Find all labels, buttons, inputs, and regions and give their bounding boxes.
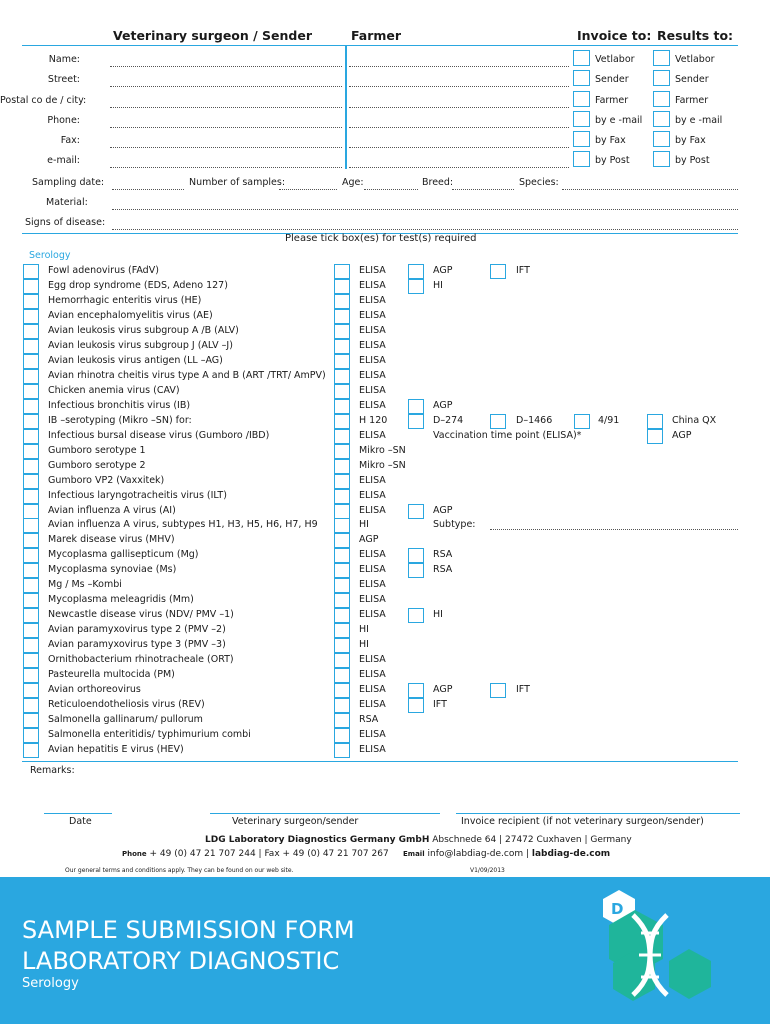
extra-checkbox[interactable] — [408, 683, 424, 698]
farmer-field[interactable] — [349, 107, 569, 108]
test-checkbox[interactable] — [23, 593, 39, 608]
test-name: Avian leukosis virus antigen (LL –AG) — [48, 355, 223, 366]
vet-field[interactable] — [110, 167, 342, 168]
extra-checkbox[interactable] — [490, 414, 506, 429]
test-checkbox[interactable] — [23, 339, 39, 354]
extra-label: Vaccination time point (ELISA)* — [433, 430, 582, 441]
test-name: Avian influenza A virus, subtypes H1, H3, H5, H6, H7, H9 — [48, 519, 318, 530]
vet-farmer-divider — [345, 46, 347, 169]
footer-band — [0, 877, 770, 1024]
results-checkbox[interactable] — [653, 131, 670, 147]
method-checkbox[interactable] — [334, 623, 350, 638]
test-name: Avian orthoreovirus — [48, 684, 141, 695]
test-name: IB –serotyping (Mikro –SN) for: — [48, 415, 192, 426]
test-method: ELISA — [359, 385, 386, 396]
test-name: Reticuloendotheliosis virus (REV) — [48, 699, 205, 710]
invoice-checkbox[interactable] — [573, 151, 590, 167]
method-checkbox[interactable] — [334, 384, 350, 399]
test-name: Avian encephalomyelitis virus (AE) — [48, 310, 213, 321]
results-checkbox[interactable] — [653, 91, 670, 107]
breed-field[interactable] — [452, 189, 514, 190]
farmer-field[interactable] — [349, 167, 569, 168]
method-checkbox[interactable] — [334, 504, 350, 519]
method-checkbox[interactable] — [334, 294, 350, 309]
extra-checkbox[interactable] — [408, 608, 424, 623]
test-method: ELISA — [359, 654, 386, 665]
method-checkbox[interactable] — [334, 489, 350, 504]
extra-label: Subtype: — [433, 519, 476, 530]
vet-field[interactable] — [110, 66, 342, 67]
test-method: RSA — [359, 714, 379, 725]
method-checkbox[interactable] — [334, 354, 350, 369]
method-checkbox[interactable] — [334, 698, 350, 713]
test-checkbox[interactable] — [23, 623, 39, 638]
footer-subtitle: Serology — [22, 976, 79, 991]
vet-field[interactable] — [110, 127, 342, 128]
extra-label: AGP — [672, 430, 692, 441]
test-method: ELISA — [359, 325, 386, 336]
test-method: ELISA — [359, 355, 386, 366]
vet-field[interactable] — [110, 147, 342, 148]
test-checkbox[interactable] — [23, 474, 39, 489]
test-method: ELISA — [359, 505, 386, 516]
results-option: by Post — [675, 155, 710, 166]
email-label: Email — [403, 850, 425, 858]
invoice-header: Invoice to: — [577, 28, 652, 43]
method-checkbox[interactable] — [334, 638, 350, 653]
method-checkbox[interactable] — [334, 653, 350, 668]
website-link[interactable]: labdiag-de.com — [531, 849, 611, 859]
phone-fax: + 49 (0) 47 21 707 244 | Fax + 49 (0) 47 21 707 267 — [149, 849, 389, 859]
test-name: Infectious bronchitis virus (IB) — [48, 400, 191, 411]
address-label: Postal co de / city: — [0, 95, 87, 106]
test-name: Salmonella gallinarum/ pullorum — [48, 714, 203, 725]
ldg-logo-icon — [575, 885, 725, 1015]
extra-checkbox[interactable] — [408, 399, 424, 414]
extra-checkbox[interactable] — [408, 264, 424, 279]
test-method: ELISA — [359, 370, 386, 381]
test-checkbox[interactable] — [23, 743, 39, 758]
test-method: ELISA — [359, 400, 386, 411]
test-name: Marek disease virus (MHV) — [48, 534, 175, 545]
test-name: Egg drop syndrome (EDS, Adeno 127) — [48, 280, 228, 291]
footer-title-1: SAMPLE SUBMISSION FORM — [22, 916, 355, 944]
results-option: by e -mail — [675, 115, 723, 126]
test-checkbox[interactable] — [23, 309, 39, 324]
method-checkbox[interactable] — [334, 474, 350, 489]
terms-note: Our general terms and conditions apply. They can be found on our web site. — [65, 867, 294, 874]
farmer-field[interactable] — [349, 127, 569, 128]
test-method: HI — [359, 519, 369, 530]
method-checkbox[interactable] — [334, 324, 350, 339]
header-divider — [22, 45, 738, 46]
test-checkbox[interactable] — [23, 608, 39, 623]
test-name: Infectious laryngotracheitis virus (ILT) — [48, 490, 227, 501]
test-method: ELISA — [359, 609, 386, 620]
company-name: LDG Laboratory Diagnostics Germany GmbH — [205, 835, 430, 845]
number-samples-label: Number of samples: — [189, 177, 286, 188]
test-checkbox[interactable] — [23, 459, 39, 474]
test-name: Mycoplasma meleagridis (Mm) — [48, 594, 194, 605]
method-checkbox[interactable] — [334, 429, 350, 444]
vet-field[interactable] — [110, 86, 342, 87]
test-name: Fowl adenovirus (FAdV) — [48, 265, 159, 276]
extra-checkbox[interactable] — [647, 414, 663, 429]
test-method: ELISA — [359, 310, 386, 321]
test-name: Avian hepatitis E virus (HEV) — [48, 744, 184, 755]
method-checkbox[interactable] — [334, 264, 350, 279]
invoice-option: by Fax — [595, 135, 626, 146]
extra-label: D–1466 — [516, 415, 553, 426]
test-method: Mikro –SN — [359, 460, 406, 471]
test-method: ELISA — [359, 699, 386, 710]
method-checkbox[interactable] — [334, 593, 350, 608]
test-checkbox[interactable] — [23, 444, 39, 459]
test-name: Avian rhinotra cheitis virus type A and B (ART /TRT/ AmPV) — [48, 370, 326, 381]
extra-checkbox[interactable] — [408, 279, 424, 294]
method-checkbox[interactable] — [334, 608, 350, 623]
test-checkbox[interactable] — [23, 713, 39, 728]
breed-label: Breed: — [422, 177, 454, 188]
extra-checkbox[interactable] — [408, 548, 424, 563]
vet-signature-line[interactable] — [210, 813, 440, 814]
test-method: ELISA — [359, 594, 386, 605]
extra-checkbox[interactable] — [490, 683, 506, 698]
extra-checkbox[interactable] — [647, 429, 663, 444]
invoice-option: Farmer — [595, 95, 629, 106]
invoice-option: by Post — [595, 155, 630, 166]
test-method: HI — [359, 624, 369, 635]
test-checkbox[interactable] — [23, 728, 39, 743]
remarks-label: Remarks: — [30, 765, 75, 776]
test-name: Ornithobacterium rhinotracheale (ORT) — [48, 654, 234, 665]
results-checkbox[interactable] — [653, 50, 670, 66]
test-method: HI — [359, 639, 369, 650]
test-checkbox[interactable] — [23, 653, 39, 668]
test-checkbox[interactable] — [23, 489, 39, 504]
test-name: Pasteurella multocida (PM) — [48, 669, 175, 680]
test-name: Chicken anemia virus (CAV) — [48, 385, 180, 396]
results-checkbox[interactable] — [653, 151, 670, 167]
material-field[interactable] — [112, 209, 738, 210]
results-option: Vetlabor — [675, 54, 715, 65]
test-checkbox[interactable] — [23, 578, 39, 593]
invoice-option: Sender — [595, 74, 629, 85]
method-checkbox[interactable] — [334, 713, 350, 728]
test-checkbox[interactable] — [23, 698, 39, 713]
results-checkbox[interactable] — [653, 70, 670, 86]
sampling-date-label: Sampling date: — [32, 177, 105, 188]
extra-label: AGP — [433, 265, 453, 276]
vet-field[interactable] — [110, 107, 342, 108]
test-method: ELISA — [359, 280, 386, 291]
test-method: ELISA — [359, 295, 386, 306]
extra-label: RSA — [433, 549, 453, 560]
invoice-checkbox[interactable] — [573, 50, 590, 66]
test-name: Infectious bursal disease virus (Gumboro /IBD) — [48, 430, 270, 441]
signs-label: Signs of disease: — [25, 217, 106, 228]
extra-checkbox[interactable] — [408, 504, 424, 519]
method-checkbox[interactable] — [334, 369, 350, 384]
test-name: Gumboro serotype 1 — [48, 445, 146, 456]
age-field[interactable] — [364, 189, 418, 190]
test-method: ELISA — [359, 490, 386, 501]
method-checkbox[interactable] — [334, 683, 350, 698]
test-checkbox[interactable] — [23, 668, 39, 683]
results-option: Sender — [675, 74, 709, 85]
sampling-date-field[interactable] — [112, 189, 184, 190]
farmer-field[interactable] — [349, 147, 569, 148]
test-name: Avian paramyxovirus type 2 (PMV –2) — [48, 624, 226, 635]
number-samples-field[interactable] — [279, 189, 337, 190]
test-name: Mg / Ms –Kombi — [48, 579, 122, 590]
method-checkbox[interactable] — [334, 743, 350, 758]
test-checkbox[interactable] — [23, 518, 39, 533]
method-checkbox[interactable] — [334, 339, 350, 354]
test-name: Avian leukosis virus subgroup A /B (ALV) — [48, 325, 239, 336]
invoice-checkbox[interactable] — [573, 91, 590, 107]
method-checkbox[interactable] — [334, 533, 350, 548]
test-checkbox[interactable] — [23, 279, 39, 294]
test-checkbox[interactable] — [23, 429, 39, 444]
test-checkbox[interactable] — [23, 354, 39, 369]
section-title: Serology — [29, 250, 71, 261]
extra-label: D–274 — [433, 415, 464, 426]
material-label: Material: — [46, 197, 88, 208]
test-method: ELISA — [359, 430, 386, 441]
farmer-field[interactable] — [349, 86, 569, 87]
test-method: ELISA — [359, 669, 386, 680]
vet-signature-label: Veterinary surgeon/sender — [232, 816, 359, 827]
test-name: Avian leukosis virus subgroup J (ALV –J) — [48, 340, 233, 351]
test-name: Mycoplasma synoviae (Ms) — [48, 564, 177, 575]
vet-header: Veterinary surgeon / Sender — [113, 28, 313, 43]
test-checkbox[interactable] — [23, 294, 39, 309]
test-checkbox[interactable] — [23, 638, 39, 653]
extra-label: IFT — [516, 265, 530, 276]
test-name: Hemorrhagic enteritis virus (HE) — [48, 295, 202, 306]
extra-label: HI — [433, 609, 443, 620]
invoice-checkbox[interactable] — [573, 111, 590, 127]
test-method: ELISA — [359, 684, 386, 695]
method-checkbox[interactable] — [334, 414, 350, 429]
results-checkbox[interactable] — [653, 111, 670, 127]
test-name: Avian influenza A virus (AI) — [48, 505, 176, 516]
test-name: Salmonella enteritidis/ typhimurium combi — [48, 729, 251, 740]
address-label: Street: — [47, 74, 80, 85]
method-checkbox[interactable] — [334, 459, 350, 474]
test-method: ELISA — [359, 744, 386, 755]
extra-label: HI — [433, 280, 443, 291]
method-checkbox[interactable] — [334, 548, 350, 563]
method-checkbox[interactable] — [334, 518, 350, 533]
extra-label: AGP — [433, 684, 453, 695]
farmer-field[interactable] — [349, 66, 569, 67]
signs-field[interactable] — [112, 229, 738, 230]
invoice-signature-label: Invoice recipient (if not veterinary surgeon/sender) — [461, 816, 704, 827]
species-field[interactable] — [562, 189, 738, 190]
age-label: Age: — [342, 177, 364, 188]
test-name: Gumboro serotype 2 — [48, 460, 146, 471]
extra-label: AGP — [433, 505, 453, 516]
invoice-signature-line[interactable] — [456, 813, 740, 814]
test-checkbox[interactable] — [23, 324, 39, 339]
test-method: ELISA — [359, 265, 386, 276]
invoice-option: Vetlabor — [595, 54, 635, 65]
version-label: V1/09/2013 — [470, 867, 505, 874]
results-option: Farmer — [675, 95, 709, 106]
test-method: ELISA — [359, 729, 386, 740]
method-checkbox[interactable] — [334, 444, 350, 459]
test-checkbox[interactable] — [23, 264, 39, 279]
test-checkbox[interactable] — [23, 384, 39, 399]
company-address: Abschnede 64 | 27472 Cuxhaven | Germany — [432, 835, 632, 845]
address-label: Name: — [48, 54, 80, 65]
tick-note: Please tick box(es) for test(s) required — [285, 233, 477, 244]
extra-checkbox[interactable] — [490, 264, 506, 279]
extra-label: RSA — [433, 564, 453, 575]
subtype-field[interactable] — [490, 529, 738, 530]
remarks-field[interactable] — [80, 786, 738, 787]
test-checkbox[interactable] — [23, 504, 39, 519]
extra-checkbox[interactable] — [408, 698, 424, 713]
invoice-checkbox[interactable] — [573, 131, 590, 147]
method-checkbox[interactable] — [334, 578, 350, 593]
address-label: e-mail: — [47, 155, 80, 166]
test-method: ELISA — [359, 579, 386, 590]
extra-checkbox[interactable] — [408, 414, 424, 429]
method-checkbox[interactable] — [334, 728, 350, 743]
company-line — [205, 835, 632, 845]
test-method: H 120 — [359, 415, 388, 426]
phone-label: Phone — [122, 850, 147, 858]
test-name: Avian paramyxovirus type 3 (PMV –3) — [48, 639, 226, 650]
extra-checkbox[interactable] — [574, 414, 590, 429]
test-method: ELISA — [359, 564, 386, 575]
contact-line: Phone + 49 (0) 47 21 707 244 | Fax + 49 (0) 47 21 707 267 Email info@labdiag-de.com | labdiag-de.com — [122, 849, 611, 859]
test-checkbox[interactable] — [23, 548, 39, 563]
test-checkbox[interactable] — [23, 683, 39, 698]
extra-label: China QX — [672, 415, 717, 426]
logo-letter: D — [611, 900, 624, 918]
results-header: Results to: — [657, 28, 734, 43]
method-checkbox[interactable] — [334, 563, 350, 578]
date-label: Date — [69, 816, 92, 827]
test-checkbox[interactable] — [23, 533, 39, 548]
extra-label: AGP — [433, 400, 453, 411]
results-option: by Fax — [675, 135, 706, 146]
date-line[interactable] — [44, 813, 112, 814]
method-checkbox[interactable] — [334, 399, 350, 414]
test-checkbox[interactable] — [23, 414, 39, 429]
method-checkbox[interactable] — [334, 279, 350, 294]
address-label: Fax: — [60, 135, 80, 146]
test-checkbox[interactable] — [23, 369, 39, 384]
farmer-header: Farmer — [351, 28, 402, 43]
test-checkbox[interactable] — [23, 399, 39, 414]
method-checkbox[interactable] — [334, 668, 350, 683]
email-link[interactable]: info@labdiag-de.com — [427, 849, 524, 859]
test-name: Mycoplasma gallisepticum (Mg) — [48, 549, 199, 560]
test-name: Gumboro VP2 (Vaxxitek) — [48, 475, 165, 486]
test-method: ELISA — [359, 340, 386, 351]
test-name: Newcastle disease virus (NDV/ PMV –1) — [48, 609, 234, 620]
extra-label: IFT — [516, 684, 530, 695]
test-method: AGP — [359, 534, 379, 545]
test-method: ELISA — [359, 549, 386, 560]
extra-label: 4/91 — [598, 415, 620, 426]
invoice-checkbox[interactable] — [573, 70, 590, 86]
footer-title-2: LABORATORY DIAGNOSTIC — [22, 947, 340, 975]
invoice-option: by e -mail — [595, 115, 643, 126]
test-method: ELISA — [359, 475, 386, 486]
test-method: Mikro –SN — [359, 445, 406, 456]
species-label: Species: — [519, 177, 559, 188]
extra-label: IFT — [433, 699, 447, 710]
test-checkbox[interactable] — [23, 563, 39, 578]
method-checkbox[interactable] — [334, 309, 350, 324]
extra-checkbox[interactable] — [408, 563, 424, 578]
address-label: Phone: — [47, 115, 80, 126]
remarks-divider — [22, 761, 738, 762]
